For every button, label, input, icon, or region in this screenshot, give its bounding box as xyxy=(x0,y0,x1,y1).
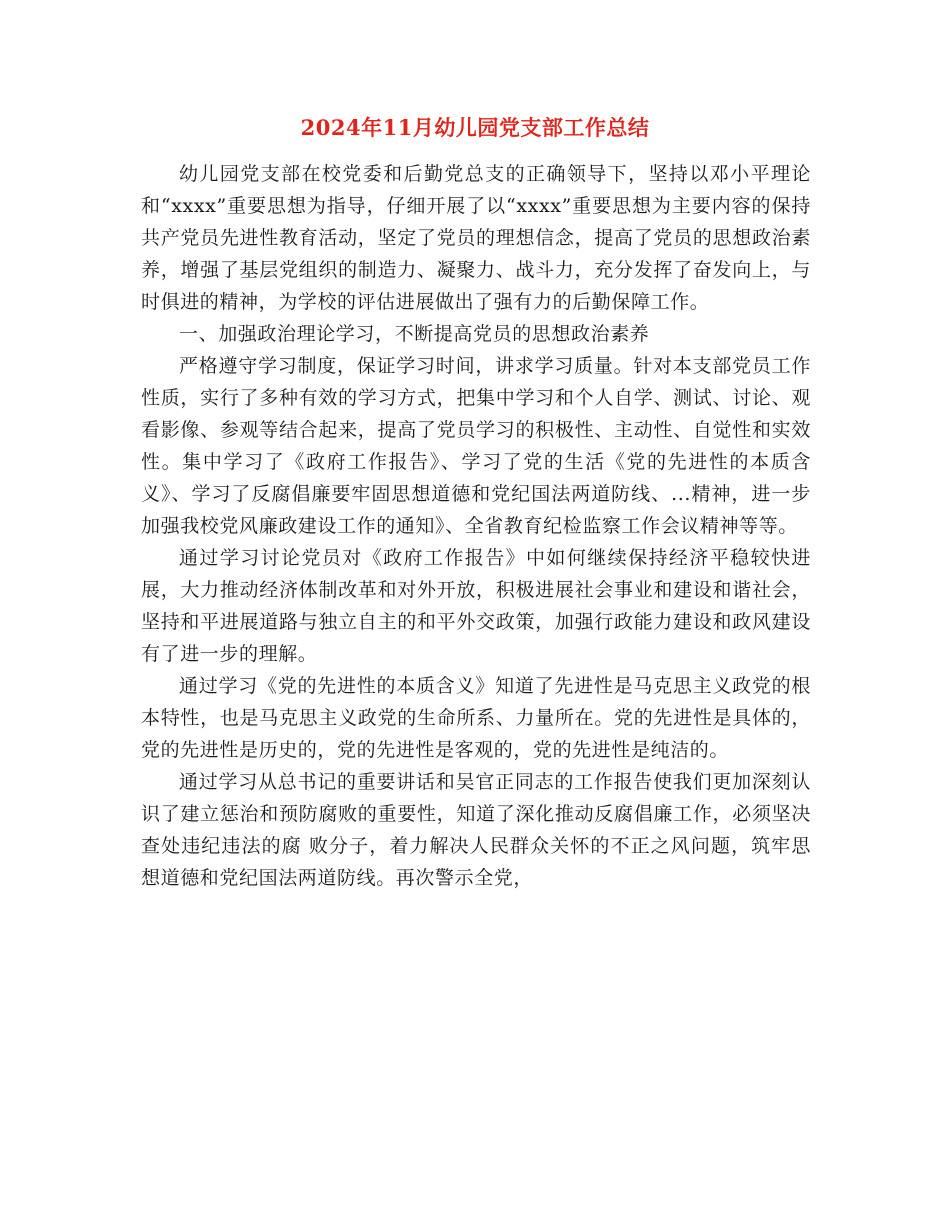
document-body xyxy=(141,158,811,894)
section-heading-1: 一、加强政治理论学习，不断提高党员的思想政治素养 xyxy=(179,323,650,345)
paragraph-study-system: 严格遵守学习制度，保证学习时间，讲求学习质量。针对本支部党员工作性质，实行了多种有效的学习方式，把集中学习和个人自学、测试、讨论、观看影像、参观等结合起来，提高了党员学习的积极性、主动性、自觉性和实效性。集中学习了《政府工作报告》、学习了党的生活《党的先进性的本质含义》、学习了反腐倡廉要牢固思想道德和党纪国法两道防线、...精神，进一步加强我校党风廉政建设工作的通知》、全省教育纪检监察工作会议精神等等。 xyxy=(141,355,811,537)
paragraph-anti-corruption: 通过学习从总书记的重要讲话和吴官正同志的工作报告使我们更加深刻认识了建立惩治和预防腐败的重要性，知道了深化推动反腐倡廉工作，必须坚决查处违纪违法的腐 败分子，着力解决人民群众关怀的不正之风问题，筑牢思想道德和党纪国法两道防线。再次警示全党， xyxy=(141,771,811,889)
paragraph-party-advancement: 通过学习《党的先进性的本质含义》知道了先进性是马克思主义政党的根本特性，也是马克思主义政党的生命所系、力量所在。党的先进性是具体的，党的先进性是历史的，党的先进性是客观的，党的先进性是纯洁的。 xyxy=(141,675,811,761)
paragraph-intro: 幼儿园党支部在校党委和后勤党总支的正确领导下，坚持以邓小平理论和“xxxx”重要思想为指导，仔细开展了以“xxxx”重要思想为主要内容的保持共产党员先进性教育活动，坚定了党员的理想信念，提高了党员的思想政治素养，增强了基层党组织的制造力、凝聚力、战斗力，充分发挥了奋发向上，与时俱进的精神，为学校的评估进展做出了强有力的后勤保障工作。 xyxy=(141,163,811,313)
paragraph-government-report: 通过学习讨论党员对《政府工作报告》中如何继续保持经济平稳较快进展，大力推动经济体制改革和对外开放，积极进展社会事业和建设和谐社会，坚持和平进展道路与独立自主的和平外交政策，加强行政能力建设和政风建设有了进一步的理解。 xyxy=(141,547,811,665)
document-title: 2024年11月幼儿园党支部工作总结 xyxy=(300,115,650,140)
